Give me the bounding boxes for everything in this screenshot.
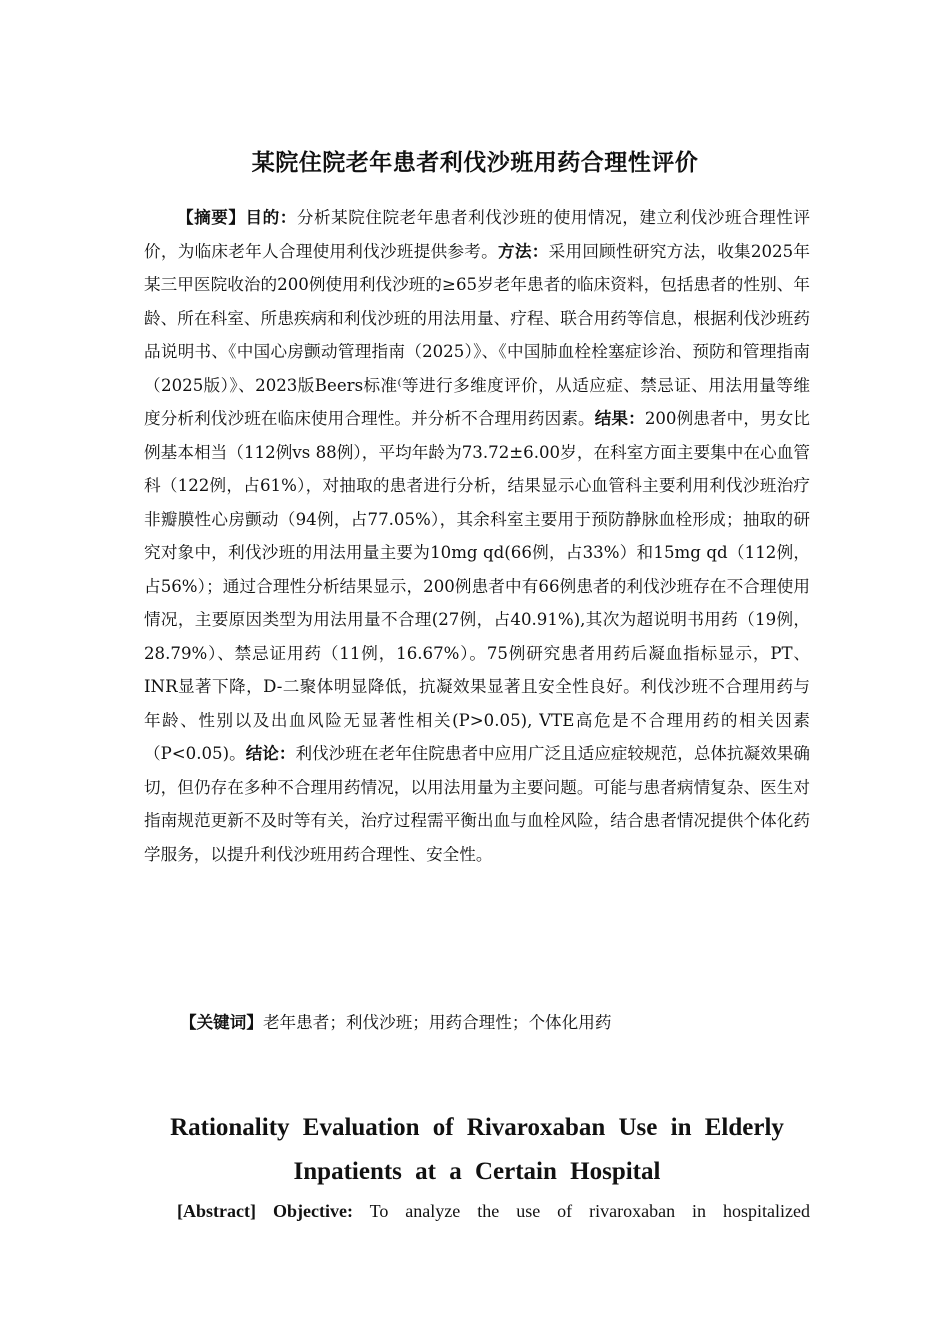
keywords-label: 【关键词】 xyxy=(180,1013,263,1032)
page-title: 某院住院老年患者利伐沙班用药合理性评价 xyxy=(251,150,699,176)
methods-text: 采用回顾性研究方法，收集2025年某三甲医院收治的200例使用利伐沙班的≥65岁老年患者的临床资料，包括患者的性别、年龄、所在科室、所患疾病和利伐沙班的用法用量、疗程、联合用药等信息，根据利伐沙班药品说明书、《中国心房颤动管理指南（2025）》、《中国肺血栓栓塞症诊治、预防和管理指南（2025版）》、2023版Beers标准⁽等进行多维度评价，从适应症、禁忌证、用法用量等维度分析利伐沙班在临床使用合理性。并分析不合理用药因素。 xyxy=(144,241,810,428)
english-objective-text: To analyze the use of rivaroxaban in hospitalized xyxy=(369,1201,811,1221)
abstract-label: 【摘要】 xyxy=(177,208,246,227)
english-objective-label: Objective: xyxy=(272,1201,353,1221)
objective-label: 目的： xyxy=(245,208,297,227)
english-title: Rationality Evaluation of Rivaroxaban Use in Elderly Inpatients at a Certain Hospital xyxy=(170,1114,784,1185)
english-abstract-label: [Abstract] xyxy=(177,1201,256,1221)
conclusion-text: 利伐沙班在老年住院患者中应用广泛且适应症较规范，总体抗凝效果确切，但仍存在多种不合理用药情况，以用法用量为主要问题。可能与患者病情复杂、医生对指南规范更新不及时等有关，治疗过程需平衡出血与血栓风险，结合患者情况提供个体化药学服务，以提升利伐沙班用药合理性、安全性。 xyxy=(144,744,810,864)
conclusion-label: 结论： xyxy=(245,744,296,763)
methods-label: 方法： xyxy=(498,241,549,261)
english-abstract xyxy=(144,1196,810,1226)
results-text: 200例患者中，男女比例基本相当（112例vs 88例），平均年龄为73.72±6.00岁，在科室方面主要集中在心血管科（122例，占61%），对抽取的患者进行分析，结果显示心血管科主要利用利伐沙班治疗非瓣膜性心房颤动（94例，占77.05%），其余科室主要用于预防静脉血栓形成；抽取的研究对象中，利伐沙班的用法用量主要为10mg qd(66例，占33%）和15mg qd（112例，占56%）；通过合理性分析结果显示，200例患者中有66例患者的利伐沙班存在不合理使用情况，主要原因类型为用法用量不合理(27例，占40.91%),其次为超说明书用药（19例，28.79%）、禁忌证用药（11例，16.67%）。75例研究患者用药后凝血指标显示，PT、INR显著下降，D-二聚体明显降低，抗凝效果显著且安全性良好。利伐沙班不合理用药与年龄、性别以及出血风险无显著性相关(P>0.05), VTE高危是不合理用药的相关因素（P<0.05)。 xyxy=(144,409,811,763)
objective-text: 分析某院住院老年患者利伐沙班的使用情况，建立利伐沙班合理性评价，为临床老年人合理使用利伐沙班提供参考。 xyxy=(144,208,811,261)
chinese-abstract xyxy=(144,201,810,871)
results-label: 结果： xyxy=(594,409,645,428)
chinese-keywords xyxy=(180,1008,611,1038)
keywords-text: 老年患者；利伐沙班；用药合理性；个体化用药 xyxy=(262,1013,612,1032)
